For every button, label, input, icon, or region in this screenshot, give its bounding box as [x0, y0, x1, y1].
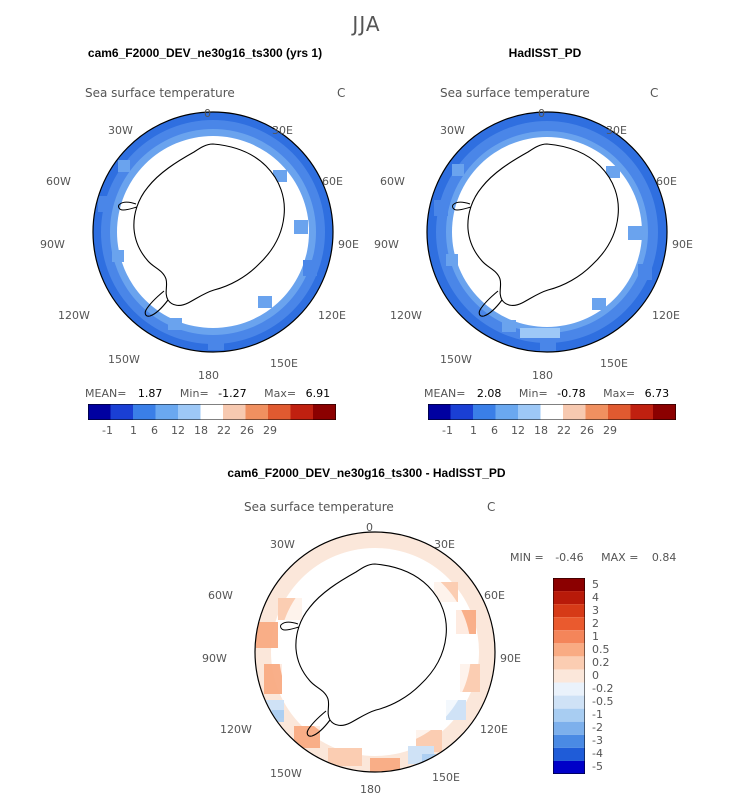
cbar-tick-model-6: 26 — [240, 424, 254, 437]
colorbar-model — [88, 404, 336, 420]
cbar-tick-obs-3: 12 — [511, 424, 525, 437]
lon-label-180: 180 — [198, 369, 219, 382]
vbar-tick-12: -3 — [592, 734, 603, 747]
cbar-tick-model-0: -1 — [102, 424, 113, 437]
lon-label-obs-60E: 60E — [656, 175, 677, 188]
map-svg-diff — [220, 514, 530, 788]
vbar-tick-3: 2 — [592, 617, 599, 630]
lon-label-120E: 120E — [318, 309, 346, 322]
max-label-diff: MAX = — [601, 551, 639, 564]
stats-obs — [424, 387, 669, 400]
cbar-tick-model-3: 12 — [171, 424, 185, 437]
lon-label-diff-180: 180 — [360, 783, 381, 796]
cbar-tick-model-4: 18 — [194, 424, 208, 437]
lon-label-obs-30W: 30W — [440, 124, 465, 137]
vbar-tick-9: -0.5 — [592, 695, 614, 708]
lon-label-60W: 60W — [46, 175, 71, 188]
max-value-obs: 6.73 — [644, 387, 670, 400]
mean-value-model: 1.87 — [137, 387, 163, 400]
lon-label-diff-60W: 60W — [208, 589, 233, 602]
min-value-diff: -0.46 — [555, 551, 584, 564]
cbar-tick-obs-6: 26 — [580, 424, 594, 437]
lon-label-90W: 90W — [40, 238, 65, 251]
lon-label-obs-120W: 120W — [390, 309, 422, 322]
lon-label-obs-150W: 150W — [440, 353, 472, 366]
panel-variable-label-diff: Sea surface temperature — [244, 500, 394, 514]
cbar-tick-obs-4: 18 — [534, 424, 548, 437]
cbar-tick-model-2: 6 — [151, 424, 158, 437]
lon-label-obs-120E: 120E — [652, 309, 680, 322]
colorbar-swatches-obs — [428, 404, 676, 420]
cbar-tick-obs-0: -1 — [442, 424, 453, 437]
lon-label-obs-0: 0 — [538, 107, 545, 120]
panel-variable-label-obs: Sea surface temperature — [440, 86, 590, 100]
panel-variable-label-model: Sea surface temperature — [85, 86, 235, 100]
colorbar-ticks-obs — [428, 424, 676, 438]
panel-units-label-obs: C — [650, 86, 659, 100]
lon-label-diff-150E: 150E — [432, 771, 460, 784]
panel-units-label-model: C — [337, 86, 346, 100]
mean-label-obs: MEAN= — [424, 387, 466, 400]
lon-label-diff-90E: 90E — [500, 652, 521, 665]
cbar-tick-model-5: 22 — [217, 424, 231, 437]
panel-title-diff: cam6_F2000_DEV_ne30g16_ts300 - HadISST_PD — [227, 466, 506, 480]
max-label-model: Max= — [264, 387, 297, 400]
map-model — [58, 100, 368, 370]
colorbar-swatches-model — [88, 404, 336, 420]
vbar-tick-13: -4 — [592, 747, 603, 760]
lon-label-diff-120W: 120W — [220, 723, 252, 736]
cbar-tick-model-7: 29 — [263, 424, 277, 437]
lon-label-diff-150W: 150W — [270, 767, 302, 780]
panel-units-label-diff: C — [487, 500, 496, 514]
lon-label-diff-90W: 90W — [202, 652, 227, 665]
vbar-tick-2: 3 — [592, 604, 599, 617]
lon-label-diff-120E: 120E — [480, 723, 508, 736]
lon-label-diff-30W: 30W — [270, 538, 295, 551]
lon-label-obs-150E: 150E — [600, 357, 628, 370]
mean-value-obs: 2.08 — [476, 387, 502, 400]
max-value-model: 6.91 — [305, 387, 331, 400]
lon-label-120W: 120W — [58, 309, 90, 322]
max-value-diff: 0.84 — [651, 551, 677, 564]
lon-label-30E: 30E — [272, 124, 293, 137]
lon-label-diff-0: 0 — [366, 521, 373, 534]
lon-label-150E: 150E — [270, 357, 298, 370]
lon-label-30W: 30W — [108, 124, 133, 137]
cbar-tick-obs-2: 6 — [491, 424, 498, 437]
mean-label-model: MEAN= — [85, 387, 127, 400]
vbar-tick-10: -1 — [592, 708, 603, 721]
vbar-tick-11: -2 — [592, 721, 603, 734]
cbar-tick-obs-5: 22 — [557, 424, 571, 437]
colorbar-swatches-diff — [553, 578, 585, 774]
cbar-tick-obs-7: 29 — [603, 424, 617, 437]
min-label-diff: MIN = — [510, 551, 544, 564]
lon-label-obs-60W: 60W — [380, 175, 405, 188]
lon-label-60E: 60E — [322, 175, 343, 188]
lon-label-diff-30E: 30E — [434, 538, 455, 551]
minmax-diff — [510, 551, 676, 564]
lon-label-150W: 150W — [108, 353, 140, 366]
map-svg-obs — [400, 100, 710, 370]
vbar-tick-0: 5 — [592, 578, 599, 591]
lon-label-90E: 90E — [338, 238, 359, 251]
vbar-tick-1: 4 — [592, 591, 599, 604]
lon-label-obs-90W: 90W — [374, 238, 399, 251]
min-value-obs: -0.78 — [557, 387, 586, 400]
season-title: JJA — [352, 12, 381, 36]
lon-label-diff-60E: 60E — [484, 589, 505, 602]
colorbar-diff — [553, 578, 585, 774]
cbar-tick-model-1: 1 — [130, 424, 137, 437]
cbar-tick-obs-1: 1 — [470, 424, 477, 437]
max-label-obs: Max= — [603, 387, 636, 400]
colorbar-ticks-model — [88, 424, 336, 438]
min-value-model: -1.27 — [218, 387, 247, 400]
vbar-tick-7: 0 — [592, 669, 599, 682]
vbar-tick-8: -0.2 — [592, 682, 614, 695]
vbar-tick-4: 1 — [592, 630, 599, 643]
lon-label-obs-30E: 30E — [606, 124, 627, 137]
lon-label-obs-180: 180 — [532, 369, 553, 382]
lon-label-obs-90E: 90E — [672, 238, 693, 251]
stats-model — [85, 387, 330, 400]
map-obs — [400, 100, 710, 370]
panel-title-model: cam6_F2000_DEV_ne30g16_ts300 (yrs 1) — [87, 46, 323, 60]
colorbar-obs — [428, 404, 676, 420]
panel-title-obs: HadISST_PD — [508, 46, 582, 60]
min-label-obs: Min= — [518, 387, 548, 400]
vbar-tick-6: 0.2 — [592, 656, 610, 669]
map-svg-model — [58, 100, 368, 370]
lon-label-0: 0 — [204, 107, 211, 120]
map-diff — [220, 514, 530, 788]
vbar-tick-5: 0.5 — [592, 643, 610, 656]
min-label-model: Min= — [179, 387, 209, 400]
colorbar-ticks-diff — [592, 578, 632, 774]
vbar-tick-14: -5 — [592, 760, 603, 773]
